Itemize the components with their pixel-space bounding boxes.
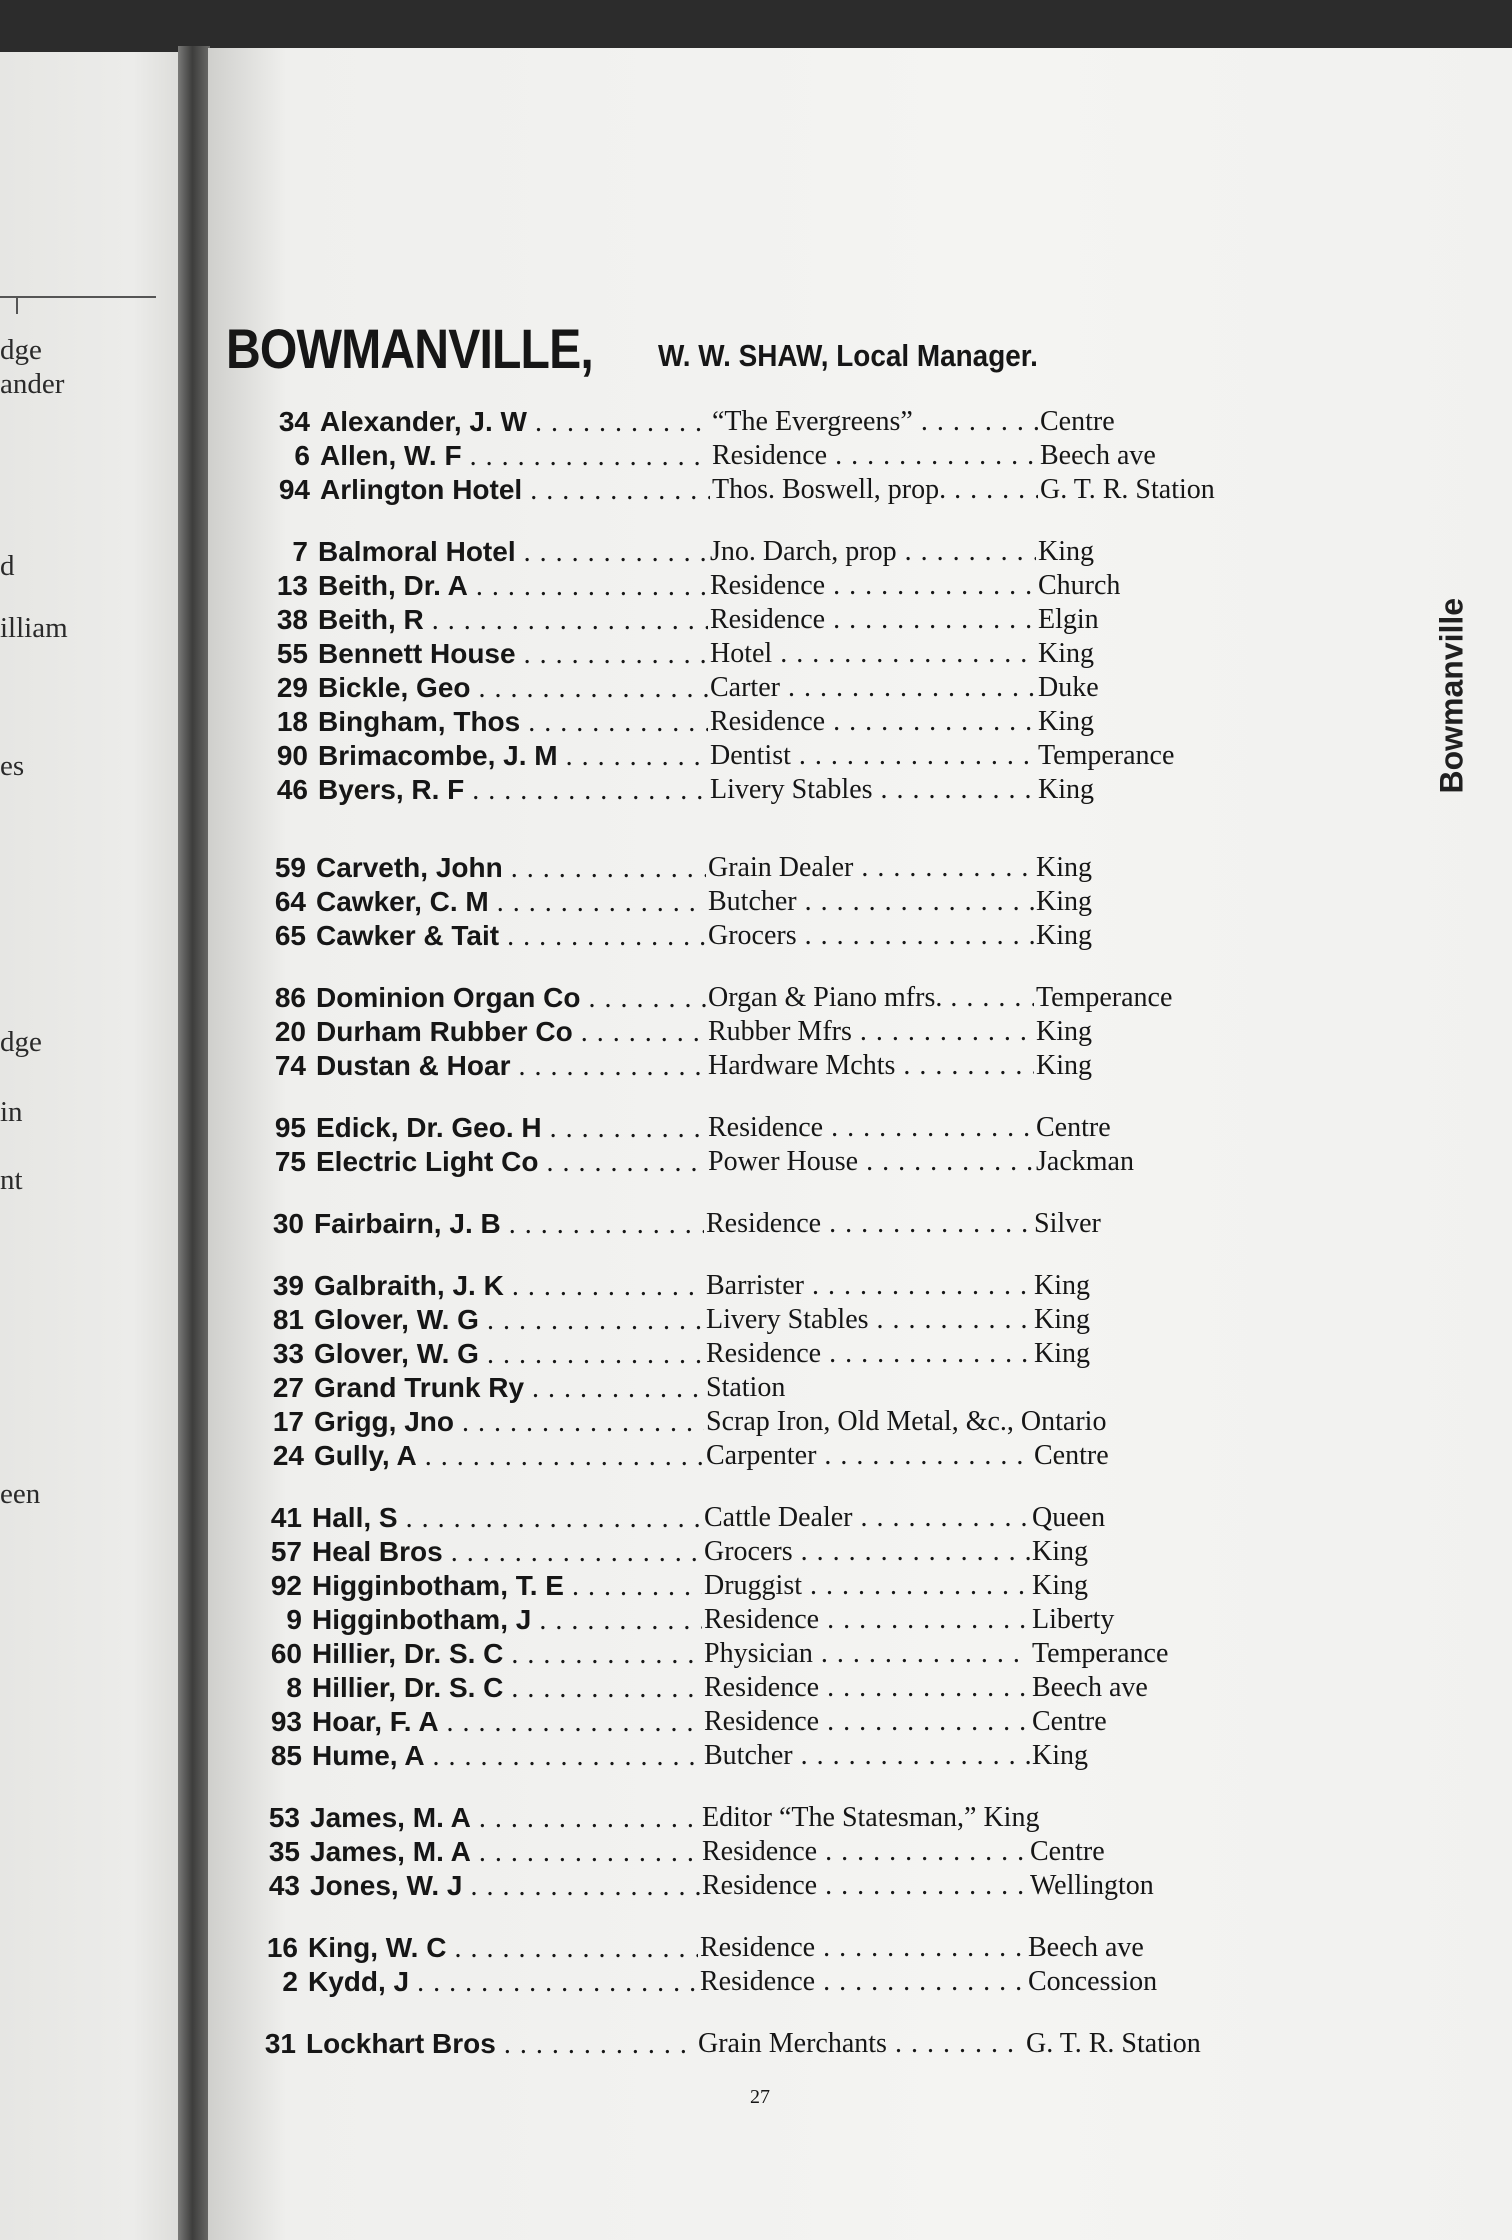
- entry-name: Hoar, F. A . . .: [312, 1706, 702, 1739]
- left-fragment: nt: [0, 1164, 23, 1196]
- entry-number: 34: [278, 406, 310, 437]
- entry-description: Residence . . .: [712, 440, 1038, 472]
- entry-location: Elgin: [1038, 604, 1099, 635]
- entry-number: 9: [286, 1604, 302, 1635]
- entry-number: 59: [274, 852, 306, 883]
- entry-description: Residence . . .: [704, 1672, 1030, 1704]
- entry-description: Jno. Darch, prop . . .: [710, 536, 1036, 568]
- entry-name: Lockhart Bros . . .: [306, 2028, 696, 2061]
- entry-number: 13: [276, 570, 308, 601]
- entry-location: Temperance: [1038, 740, 1175, 771]
- entry-number: 39: [272, 1270, 304, 1301]
- entry-number: 64: [274, 886, 306, 917]
- entry-name: Hillier, Dr. S. C . . .: [312, 1672, 702, 1705]
- entry-location: King: [1032, 1536, 1088, 1567]
- entry-name: James, M. A . . .: [310, 1836, 700, 1869]
- entry-name: Fairbairn, J. B . . .: [314, 1208, 704, 1241]
- entry-description: Butcher . . .: [708, 886, 1034, 918]
- local-manager: W. W. SHAW, Local Manager.: [658, 338, 1038, 373]
- entry-description: Residence . . .: [710, 604, 1036, 636]
- entry-description: Livery Stables . . .: [706, 1304, 1032, 1336]
- page-number: 27: [750, 2086, 770, 2108]
- entry-location: Concession: [1028, 1966, 1158, 1997]
- entry-description: “The Evergreens” . . .: [712, 406, 1038, 438]
- entry-number: 90: [276, 740, 308, 771]
- left-fragment: een: [0, 1478, 41, 1510]
- entry-number: 94: [278, 474, 310, 505]
- entry-location: King: [1036, 886, 1092, 917]
- entry-number: 74: [274, 1050, 306, 1081]
- entry-location: King: [1034, 1338, 1090, 1369]
- entry-description: Residence . . .: [708, 1112, 1034, 1144]
- entry-name: Balmoral Hotel . . .: [318, 536, 708, 569]
- entry-location: Temperance: [1036, 982, 1173, 1013]
- entry-name: Beith, R . . .: [318, 604, 708, 637]
- entry-description: Butcher . . .: [704, 1740, 1030, 1772]
- entry-description: Carter . . .: [710, 672, 1036, 704]
- entry-name: Jones, W. J . . .: [310, 1870, 700, 1903]
- entry-number: 85: [270, 1740, 302, 1771]
- entry-description: Dentist . . .: [710, 740, 1036, 772]
- entry-name: Heal Bros . . .: [312, 1536, 702, 1569]
- entry-description: Residence . . .: [706, 1208, 1032, 1240]
- left-fragment: d: [0, 550, 15, 582]
- entry-name: Cawker & Tait . . .: [316, 920, 706, 953]
- entry-description: Carpenter . . .: [706, 1440, 1032, 1472]
- entry-number: 6: [294, 440, 310, 471]
- entry-name: Bennett House . . .: [318, 638, 708, 671]
- left-fragment: ander: [0, 368, 65, 400]
- entry-number: 16: [266, 1932, 298, 1963]
- entry-number: 93: [270, 1706, 302, 1737]
- entry-description: Barrister . . .: [706, 1270, 1032, 1302]
- entry-number: 86: [274, 982, 306, 1013]
- entry-name: Higginbotham, J . . .: [312, 1604, 702, 1637]
- entry-name: Dominion Organ Co . . .: [316, 982, 706, 1015]
- entry-number: 75: [274, 1146, 306, 1177]
- entry-name: King, W. C . . .: [308, 1932, 698, 1965]
- entry-description: Station: [706, 1372, 786, 1403]
- entry-location: Centre: [1040, 406, 1115, 437]
- entry-description: Druggist . . .: [704, 1570, 1030, 1602]
- entry-number: 30: [272, 1208, 304, 1239]
- entry-location: Duke: [1038, 672, 1099, 703]
- left-fragment: in: [0, 1096, 23, 1128]
- entry-location: Church: [1038, 570, 1121, 601]
- entry-location: Wellington: [1030, 1870, 1154, 1901]
- entry-description: Residence . . .: [706, 1338, 1032, 1370]
- entry-name: Hall, S . . .: [312, 1502, 702, 1535]
- entry-name: Edick, Dr. Geo. H . . .: [316, 1112, 706, 1145]
- entry-name: Durham Rubber Co . . .: [316, 1016, 706, 1049]
- entry-number: 46: [276, 774, 308, 805]
- entry-description: Scrap Iron, Old Metal, &c., Ontario: [706, 1406, 1107, 1437]
- entry-number: 53: [268, 1802, 300, 1833]
- entry-name: Arlington Hotel . . .: [320, 474, 710, 507]
- entry-description: Power House . . .: [708, 1146, 1034, 1178]
- entry-number: 29: [276, 672, 308, 703]
- entry-name: Bickle, Geo . . .: [318, 672, 708, 705]
- entry-name: Glover, W. G . . .: [314, 1304, 704, 1337]
- entry-location: Centre: [1030, 1836, 1105, 1867]
- entry-description: Residence . . .: [704, 1604, 1030, 1636]
- entry-number: 92: [270, 1570, 302, 1601]
- left-fragment: es: [0, 750, 25, 782]
- entry-name: Gully, A . . .: [314, 1440, 704, 1473]
- entry-name: Hume, A . . .: [312, 1740, 702, 1773]
- entry-number: 31: [264, 2028, 296, 2059]
- entry-location: Temperance: [1032, 1638, 1169, 1669]
- entry-name: Bingham, Thos . . .: [318, 706, 708, 739]
- entry-name: Carveth, John . . .: [316, 852, 706, 885]
- entry-description: Residence . . .: [702, 1870, 1028, 1902]
- entry-description: Hotel . . .: [710, 638, 1036, 670]
- entry-number: 18: [276, 706, 308, 737]
- left-page-tick: [16, 298, 18, 314]
- entry-description: Thos. Boswell, prop. . . .: [712, 474, 1038, 506]
- entry-name: Galbraith, J. K . . .: [314, 1270, 704, 1303]
- entry-description: Residence . . .: [702, 1836, 1028, 1868]
- entry-number: 7: [292, 536, 308, 567]
- entry-description: Grain Dealer . . .: [708, 852, 1034, 884]
- entry-name: Dustan & Hoar . . .: [316, 1050, 706, 1083]
- entry-number: 35: [268, 1836, 300, 1867]
- entry-description: Physician . . .: [704, 1638, 1030, 1670]
- entry-name: Byers, R. F . . .: [318, 774, 708, 807]
- entry-location: Beech ave: [1032, 1672, 1148, 1703]
- entry-location: Beech ave: [1028, 1932, 1144, 1963]
- side-label: [1426, 597, 1478, 794]
- entry-location: G. T. R. Station: [1040, 474, 1215, 505]
- entry-number: 17: [272, 1406, 304, 1437]
- entry-number: 20: [274, 1016, 306, 1047]
- entry-description: Cattle Dealer . . .: [704, 1502, 1030, 1534]
- entry-name: Cawker, C. M . . .: [316, 886, 706, 919]
- entry-location: King: [1034, 1270, 1090, 1301]
- entry-location: Jackman: [1036, 1146, 1134, 1177]
- entry-description: Residence . . .: [704, 1706, 1030, 1738]
- entry-location: Liberty: [1032, 1604, 1115, 1635]
- entry-number: 60: [270, 1638, 302, 1669]
- entry-description: Editor “The Statesman,” King: [702, 1802, 1040, 1833]
- entry-name: Grand Trunk Ry . . .: [314, 1372, 704, 1405]
- entry-description: Rubber Mfrs . . .: [708, 1016, 1034, 1048]
- entry-number: 43: [268, 1870, 300, 1901]
- entry-name: Beith, Dr. A . . .: [318, 570, 708, 603]
- entry-number: 65: [274, 920, 306, 951]
- entry-name: Allen, W. F . . .: [320, 440, 710, 473]
- entry-number: 95: [274, 1112, 306, 1143]
- entry-number: 24: [272, 1440, 304, 1471]
- entry-description: Residence . . .: [700, 1932, 1026, 1964]
- entry-location: King: [1038, 706, 1094, 737]
- left-fragment: dge: [0, 334, 42, 366]
- entry-location: Centre: [1036, 1112, 1111, 1143]
- entry-description: Residence . . .: [700, 1966, 1026, 1998]
- entry-location: King: [1036, 1016, 1092, 1047]
- entry-location: King: [1032, 1740, 1088, 1771]
- entry-description: Residence . . .: [710, 570, 1036, 602]
- entry-number: 55: [276, 638, 308, 669]
- entry-name: Grigg, Jno . . .: [314, 1406, 704, 1439]
- entry-number: 57: [270, 1536, 302, 1567]
- left-fragment: illiam: [0, 612, 68, 644]
- book-gutter: [178, 46, 210, 2240]
- entry-description: Residence . . .: [710, 706, 1036, 738]
- entry-name: Higginbotham, T. E . . .: [312, 1570, 702, 1603]
- town-name: BOWMANVILLE,: [226, 317, 593, 380]
- entry-location: King: [1034, 1304, 1090, 1335]
- left-page-rule: [0, 296, 156, 298]
- entry-location: King: [1036, 920, 1092, 951]
- left-page-edge: [0, 52, 190, 2240]
- entry-number: 81: [272, 1304, 304, 1335]
- entry-number: 33: [272, 1338, 304, 1369]
- entry-location: King: [1036, 852, 1092, 883]
- entry-location: Silver: [1034, 1208, 1101, 1239]
- entry-description: Grocers . . .: [708, 920, 1034, 952]
- entry-location: G. T. R. Station: [1026, 2028, 1201, 2059]
- entry-name: Alexander, J. W . . .: [320, 406, 710, 439]
- entry-location: Centre: [1034, 1440, 1109, 1471]
- page-heading: [226, 316, 1038, 381]
- entry-location: Centre: [1032, 1706, 1107, 1737]
- entry-description: Hardware Mchts . . .: [708, 1050, 1034, 1082]
- entry-name: Electric Light Co . . .: [316, 1146, 706, 1179]
- entry-description: Organ & Piano mfrs. . . .: [708, 982, 1034, 1014]
- entry-location: King: [1032, 1570, 1088, 1601]
- entry-location: King: [1038, 638, 1094, 669]
- entry-location: Queen: [1032, 1502, 1106, 1533]
- entry-description: Grocers . . .: [704, 1536, 1030, 1568]
- entry-location: King: [1036, 1050, 1092, 1081]
- entry-number: 41: [270, 1502, 302, 1533]
- entry-number: 27: [272, 1372, 304, 1403]
- entry-number: 2: [282, 1966, 298, 1997]
- directory-page: [208, 48, 1512, 2240]
- entry-name: Hillier, Dr. S. C . . .: [312, 1638, 702, 1671]
- entry-name: James, M. A . . .: [310, 1802, 700, 1835]
- entry-location: King: [1038, 774, 1094, 805]
- entry-description: Grain Merchants . . .: [698, 2028, 1024, 2060]
- entry-location: King: [1038, 536, 1094, 567]
- entry-location: Beech ave: [1040, 440, 1156, 471]
- side-label-text: Bowmanville: [1433, 597, 1470, 794]
- entry-number: 8: [286, 1672, 302, 1703]
- entry-name: Glover, W. G . . .: [314, 1338, 704, 1371]
- entry-number: 38: [276, 604, 308, 635]
- entry-name: Brimacombe, J. M . . .: [318, 740, 708, 773]
- left-fragment: dge: [0, 1026, 42, 1058]
- entry-name: Kydd, J . . .: [308, 1966, 698, 1999]
- entry-description: Livery Stables . . .: [710, 774, 1036, 806]
